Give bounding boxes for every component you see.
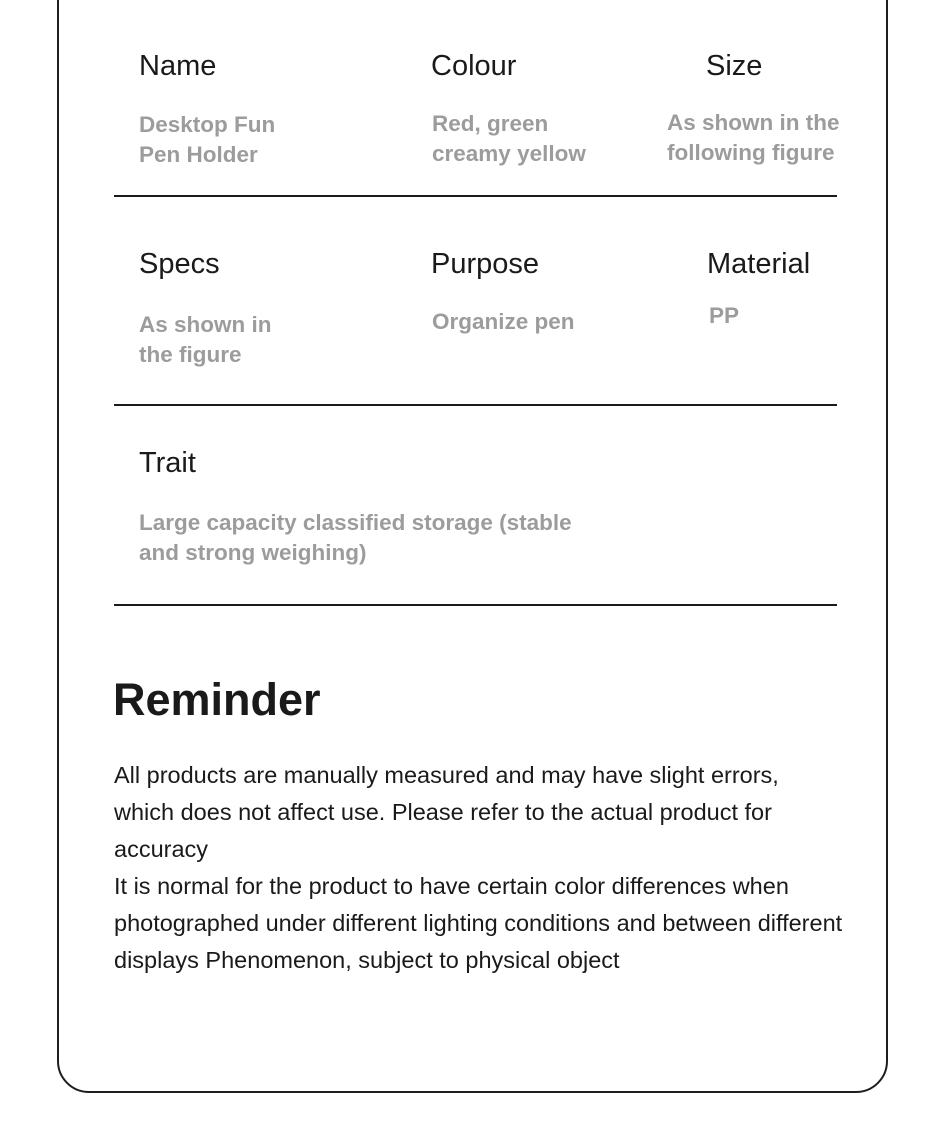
divider-row-2	[114, 404, 837, 406]
reminder-body	[114, 757, 844, 979]
purpose-label: Purpose	[431, 248, 540, 280]
specs-value: As shown in the figure	[139, 312, 272, 367]
divider-row-3	[114, 604, 837, 606]
purpose-value: Organize pen	[432, 309, 575, 334]
reminder-heading: Reminder	[113, 674, 321, 725]
reminder-paragraph-color: It is normal for the product to have certain color differences when photographed under different lighting conditions and between different displays Phenomenon, subject to physical object	[114, 873, 843, 973]
name-value: Desktop Fun Pen Holder	[139, 112, 276, 167]
trait-value: Large capacity classified storage (stable and strong weighing)	[139, 510, 572, 565]
size-label: Size	[706, 50, 763, 82]
colour-label: Colour	[431, 50, 517, 82]
divider-row-1	[114, 195, 837, 197]
material-label: Material	[707, 248, 811, 280]
trait-label: Trait	[139, 447, 196, 479]
size-value: As shown in the following figure	[667, 110, 840, 165]
reminder-paragraph-measurement: All products are manually measured and may have slight errors, which does not affect use. Please refer to the actual product for accuracy	[114, 762, 779, 862]
name-label: Name	[139, 50, 217, 82]
specs-label: Specs	[139, 248, 220, 280]
material-value: PP	[709, 303, 740, 328]
colour-value: Red, green creamy yellow	[432, 111, 586, 166]
